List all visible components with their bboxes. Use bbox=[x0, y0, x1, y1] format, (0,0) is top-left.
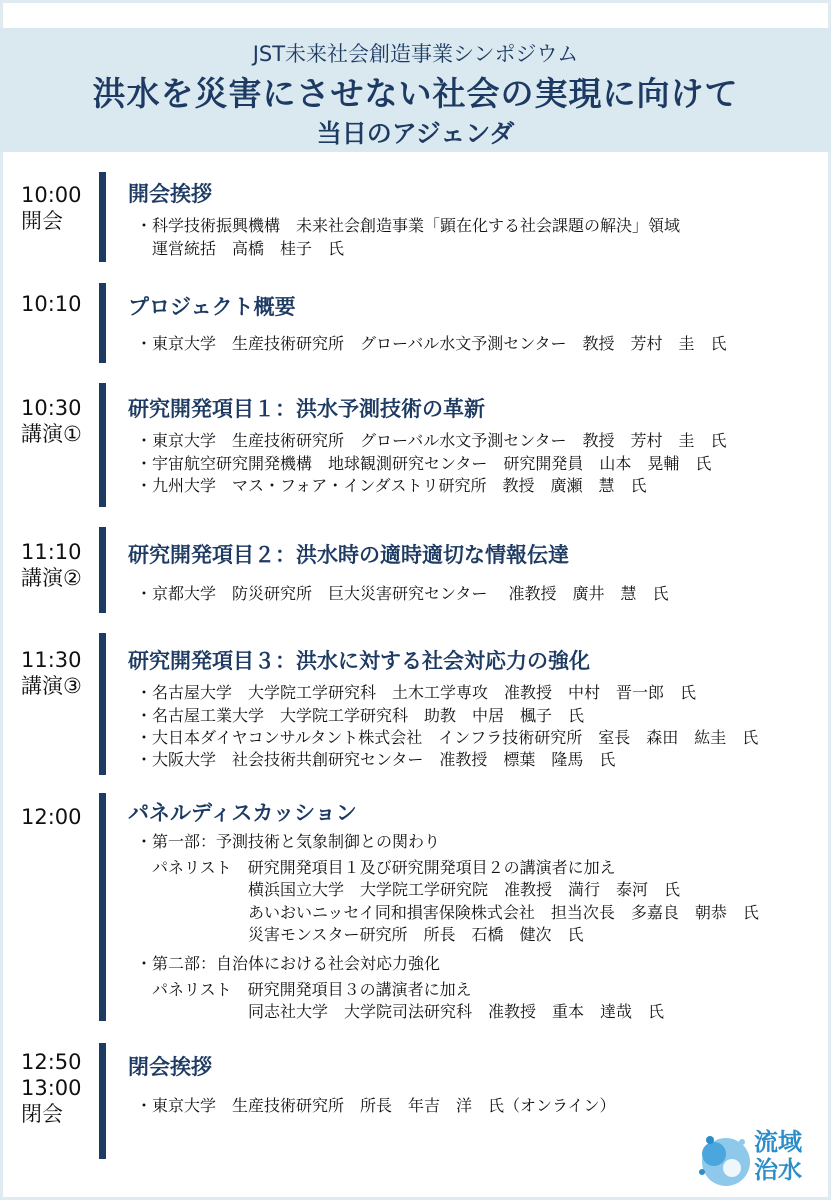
session-time-label: 講演① bbox=[21, 422, 82, 446]
speaker-line: ・九州大学 マス・フォア・インダストリ研究所 教授 廣瀬 慧 氏 bbox=[136, 476, 647, 495]
logo-line-1: 流域 bbox=[754, 1128, 802, 1156]
session-bar bbox=[99, 383, 106, 507]
session-opening bbox=[0, 172, 831, 267]
session-title: パネルディスカッション bbox=[128, 801, 357, 825]
session-time-label: 閉会 bbox=[21, 1102, 63, 1126]
session-time-label: 講演② bbox=[21, 566, 82, 590]
session-bar bbox=[99, 283, 106, 363]
session-title: 研究開発項目２：洪水時の適時適切な情報伝達 bbox=[128, 543, 569, 567]
session-time: 10:10 bbox=[21, 292, 82, 316]
session-bar bbox=[99, 633, 106, 775]
session-time: 13:00 bbox=[21, 1076, 82, 1100]
logo-line-2: 治水 bbox=[754, 1156, 802, 1184]
event-subtitle: JST未来社会創造事業シンポジウム bbox=[252, 42, 579, 66]
panel-line: パネリスト 研究開発項目１及び研究開発項目２の講演者に加え bbox=[136, 858, 616, 877]
session-title: プロジェクト概要 bbox=[128, 295, 296, 319]
panel-line: あいおいニッセイ同和損害保険株式会社 担当次長 多嘉良 朝恭 氏 bbox=[136, 903, 759, 922]
panel-part-line: ・第一部：予測技術と気象制御との関わり bbox=[136, 832, 441, 851]
speaker-line: ・東京大学 生産技術研究所 グローバル水文予測センター 教授 芳村 圭 氏 bbox=[136, 431, 727, 450]
session-title: 研究開発項目１：洪水予測技術の革新 bbox=[128, 397, 485, 421]
session-time-label: 講演③ bbox=[21, 674, 82, 698]
panel-line: 災害モンスター研究所 所長 石橋 健次 氏 bbox=[136, 925, 584, 944]
session-time: 11:10 bbox=[21, 540, 82, 564]
session-talk-1 bbox=[0, 383, 831, 507]
water-drop-icon bbox=[692, 1128, 754, 1190]
speaker-line: ・科学技術振興機構 未来社会創造事業「顕在化する社会課題の解決」領域 bbox=[136, 216, 681, 235]
session-time-label: 開会 bbox=[21, 209, 63, 233]
panel-part-line: ・第二部：自治体における社会対応力強化 bbox=[136, 954, 441, 973]
session-talk-2 bbox=[0, 527, 831, 615]
event-title: 洪水を災害にさせない社会の実現に向けて bbox=[92, 74, 739, 113]
header-banner bbox=[0, 28, 831, 152]
speaker-line: ・大日本ダイヤコンサルタント株式会社 インフラ技術研究所 室長 森田 紘圭 氏 bbox=[136, 728, 759, 747]
speaker-line: 運営統括 高橋 桂子 氏 bbox=[136, 239, 345, 258]
session-bar bbox=[99, 172, 106, 262]
speaker-line: ・東京大学 生産技術研究所 所長 年吉 洋 氏（オンライン） bbox=[136, 1096, 616, 1115]
session-title: 閉会挨拶 bbox=[128, 1055, 212, 1079]
speaker-line: ・大阪大学 社会技術共創研究センター 准教授 標葉 隆馬 氏 bbox=[136, 750, 616, 769]
session-bar bbox=[99, 793, 106, 1021]
session-title: 開会挨拶 bbox=[128, 182, 212, 206]
session-time: 12:00 bbox=[21, 805, 82, 829]
session-bar bbox=[99, 527, 106, 613]
session-overview bbox=[0, 283, 831, 363]
speaker-line: ・名古屋工業大学 大学院工学研究科 助教 中居 楓子 氏 bbox=[136, 706, 585, 725]
session-time: 11:30 bbox=[21, 648, 82, 672]
speaker-line: ・京都大学 防災研究所 巨大災害研究センター 准教授 廣井 慧 氏 bbox=[136, 584, 669, 603]
panel-line: 同志社大学 大学院司法研究科 准教授 重本 達哉 氏 bbox=[136, 1002, 665, 1021]
session-time: 10:30 bbox=[21, 396, 82, 420]
session-bar bbox=[99, 1043, 106, 1159]
ryuiki-chisui-logo bbox=[692, 1128, 820, 1188]
session-time: 12:50 bbox=[21, 1050, 82, 1074]
session-title: 研究開発項目３：洪水に対する社会対応力の強化 bbox=[128, 649, 590, 673]
panel-line: パネリスト 研究開発項目３の講演者に加え bbox=[136, 980, 472, 999]
panel-line: 横浜国立大学 大学院工学研究院 准教授 満行 泰河 氏 bbox=[136, 880, 681, 899]
session-time: 10:00 bbox=[21, 183, 82, 207]
session-panel bbox=[0, 793, 831, 1023]
speaker-line: ・宇宙航空研究開発機構 地球観測研究センター 研究開発員 山本 晃輔 氏 bbox=[136, 454, 712, 473]
agenda-heading: 当日のアジェンダ bbox=[316, 119, 515, 148]
session-talk-3 bbox=[0, 633, 831, 777]
logo-text bbox=[754, 1128, 802, 1184]
speaker-line: ・名古屋大学 大学院工学研究科 土木工学専攻 准教授 中村 晋一郎 氏 bbox=[136, 683, 697, 702]
speaker-line: ・東京大学 生産技術研究所 グローバル水文予測センター 教授 芳村 圭 氏 bbox=[136, 334, 727, 353]
